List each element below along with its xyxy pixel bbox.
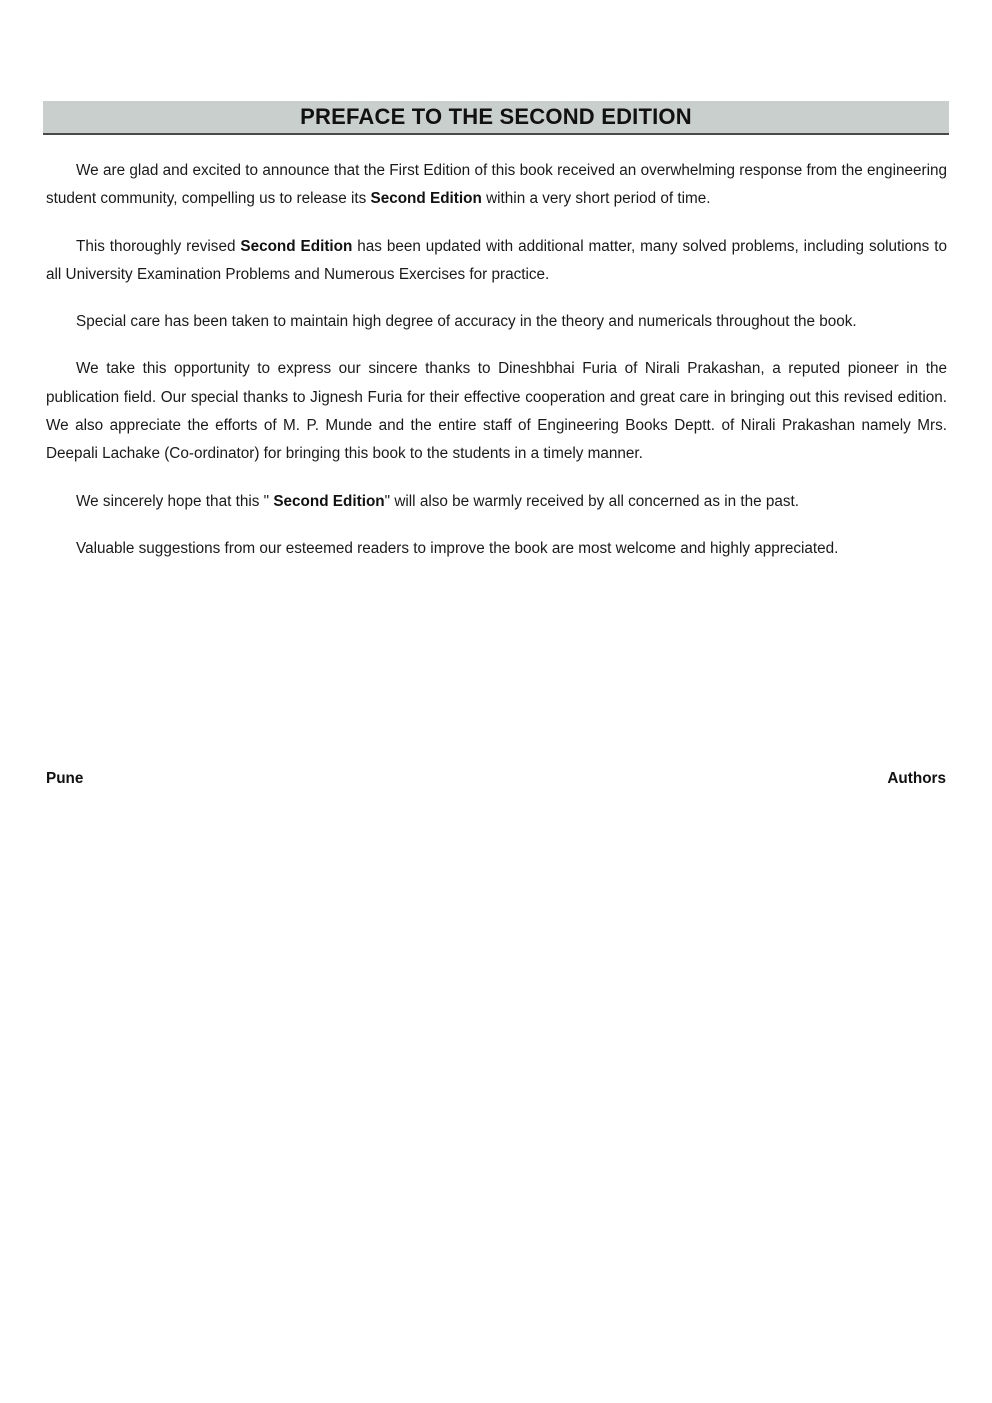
- bold-edition-text: Second Edition: [370, 190, 482, 208]
- paragraph-accuracy: Special care has been taken to maintain high degree of accuracy in the theory and numericals throughout the book.: [76, 313, 857, 331]
- paragraph-text: " will also be warmly received by all concerned as in the past.: [384, 492, 800, 510]
- paragraph-text: We sincerely hope that this ": [76, 492, 274, 510]
- signoff: [46, 770, 946, 788]
- bold-edition-text: Second Edition: [273, 492, 385, 510]
- paragraph-hope: [46, 488, 947, 516]
- paragraph-revision: [46, 233, 947, 290]
- paragraph-acknowledgements: We take this opportunity to express our sincere thanks to Dineshbhai Furia of Nirali Prakashan, a reputed pioneer in the publication field. Our special thanks to Jignesh Furia for their effective cooperation and great care in bringing out this revised edition. We also appreciate the efforts of M. P. Munde and the entire staff of Engineering Books Deptt. of Nirali Prakashan namely Mrs. Deepali Lachake (Co-ordinator) for bringing this book to the students in a timely manner.: [46, 360, 947, 463]
- page-title: PREFACE TO THE SECOND EDITION: [300, 104, 692, 129]
- authors-label: Authors: [887, 770, 946, 787]
- paragraph-text: We are glad and excited to announce that the First Edition of this book received an overwhelming response from the engineering student community, compelling us to release its: [46, 162, 947, 208]
- preface-body: [46, 157, 947, 582]
- bold-edition-text: Second Edition: [240, 237, 353, 255]
- paragraph-suggestions: Valuable suggestions from our esteemed readers to improve the book are most welcome and highly appreciated.: [76, 539, 839, 557]
- paragraph-announcement: [46, 157, 947, 214]
- paragraph-text: This thoroughly revised: [76, 237, 241, 255]
- paragraph-text: has been updated with additional matter, many solved problems, including solutions to all University Examination Problems and Numerous Exercises for practice.: [46, 237, 947, 283]
- paragraph-text: within a very short period of time.: [481, 190, 711, 208]
- heading-bar: [43, 101, 949, 135]
- place-label: Pune: [46, 770, 84, 787]
